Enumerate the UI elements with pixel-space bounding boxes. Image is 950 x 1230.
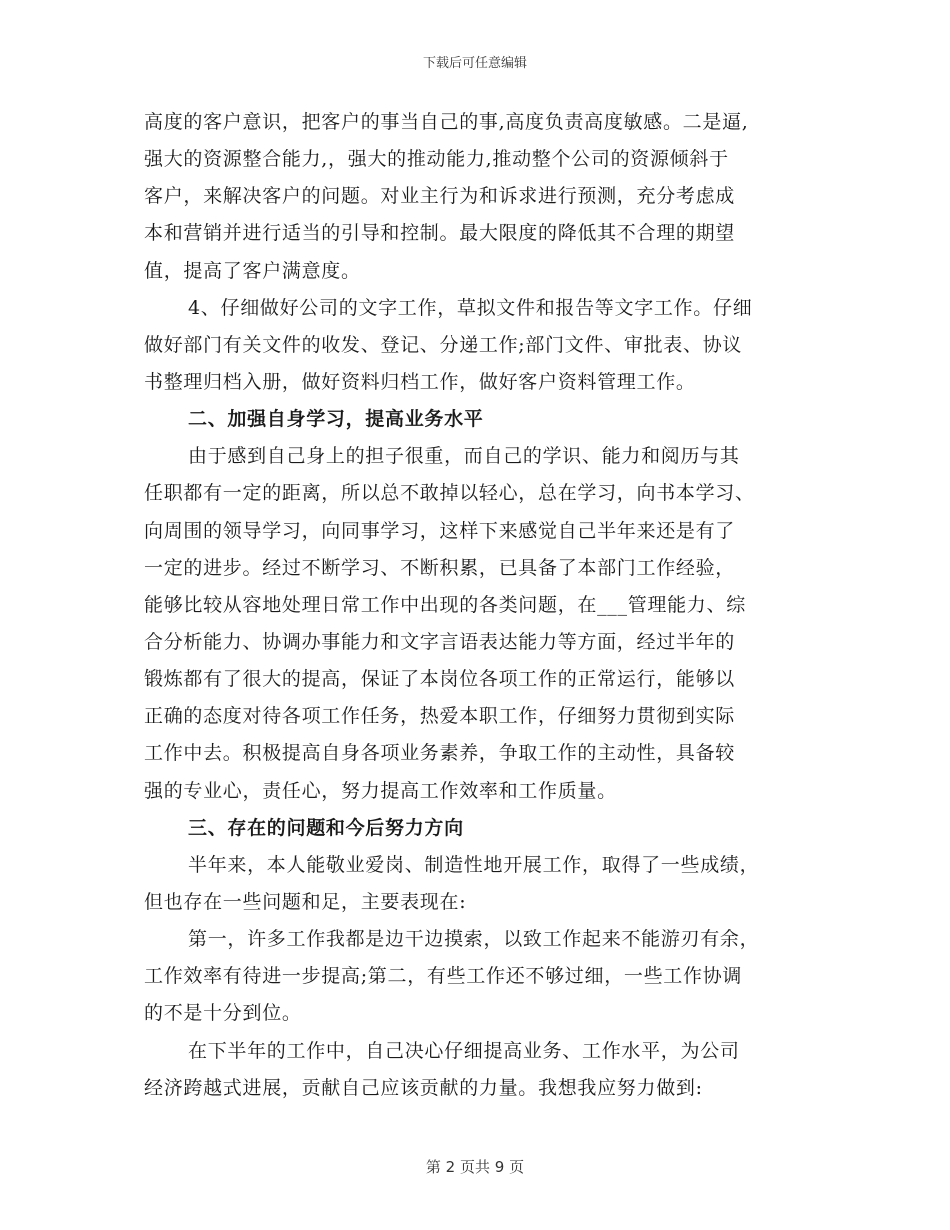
text-line: 强大的资源整合能力,，强大的推动能力,推动整个公司的资源倾斜于 — [144, 148, 729, 171]
text-line: 书整理归档入册，做好资料归档工作，做好客户资料管理工作。 — [144, 370, 696, 393]
text-line: 在下半年的工作中，自己决心仔细提高业务、工作水平，为公司 — [188, 1039, 740, 1062]
text-line: 客户，来解决客户的问题。对业主行为和诉求进行预测，充分考虑成 — [144, 185, 736, 208]
text-line: 但也存在一些问题和足，主要表现在: — [144, 890, 467, 913]
text-line: 高度的客户意识，把客户的事当自己的事,高度负责高度敏感。二是逼, — [144, 111, 749, 133]
text-line: 能够比较从容地处理日常工作中出现的各类问题，在___管理能力、综 — [144, 593, 746, 616]
text-line: 做好部门有关文件的收发、登记、分递工作;部门文件、审批表、协议 — [144, 333, 743, 356]
text-line: 一定的进步。经过不断学习、不断积累，已具备了本部门工作经验， — [144, 556, 736, 579]
text-line: 强的专业心，责任心，努力提高工作效率和工作质量。 — [144, 779, 617, 802]
text-line: 向周围的领导学习，向同事学习，这样下来感觉自己半年来还是有了 — [144, 519, 736, 542]
page-header: 下载后可任意编辑 — [422, 56, 527, 71]
text-line: 4、仔细做好公司的文字工作，草拟文件和报告等文字工作。仔细 — [188, 296, 753, 319]
text-line: 的不是十分到位。 — [144, 1002, 302, 1025]
text-line: 合分析能力、协调办事能力和文字言语表达能力等方面，经过半年的 — [144, 630, 736, 653]
text-line: 值，提高了客户满意度。 — [144, 259, 361, 282]
text-line: 工作效率有待进一步提高;第二，有些工作还不够过细，一些工作协调 — [144, 965, 743, 988]
document-body — [144, 104, 814, 1107]
text-line: 正确的态度对待各项工作任务，热爱本职工作，仔细努力贯彻到实际 — [144, 705, 736, 728]
text-line: 经济跨越式进展，贡献自己应该贡献的力量。我想我应努力做到: — [144, 1076, 703, 1099]
text-line: 第一，许多工作我都是边干边摸索，以致工作起来不能游刃有余， — [188, 928, 760, 951]
page-number: 第 2 页共 9 页 — [425, 1158, 525, 1176]
section-heading: 三、存在的问题和今后努力方向 — [188, 816, 464, 839]
text-line: 任职都有一定的距离，所以总不敢掉以轻心，总在学习，向书本学习、 — [144, 482, 755, 505]
text-line: 由于感到自己身上的担子很重，而自己的学识、能力和阅历与其 — [188, 445, 740, 468]
text-line: 工作中去。积极提高自身各项业务素养，争取工作的主动性，具备较 — [144, 742, 736, 765]
text-line: 本和营销并进行适当的引导和控制。最大限度的降低其不合理的期望 — [144, 222, 736, 245]
text-line: 锻炼都有了很大的提高，保证了本岗位各项工作的正常运行，能够以 — [144, 668, 736, 691]
section-heading: 二、加强自身学习，提高业务水平 — [188, 408, 484, 431]
text-line: 半年来，本人能敬业爱岗、制造性地开展工作，取得了一些成绩， — [188, 853, 760, 876]
